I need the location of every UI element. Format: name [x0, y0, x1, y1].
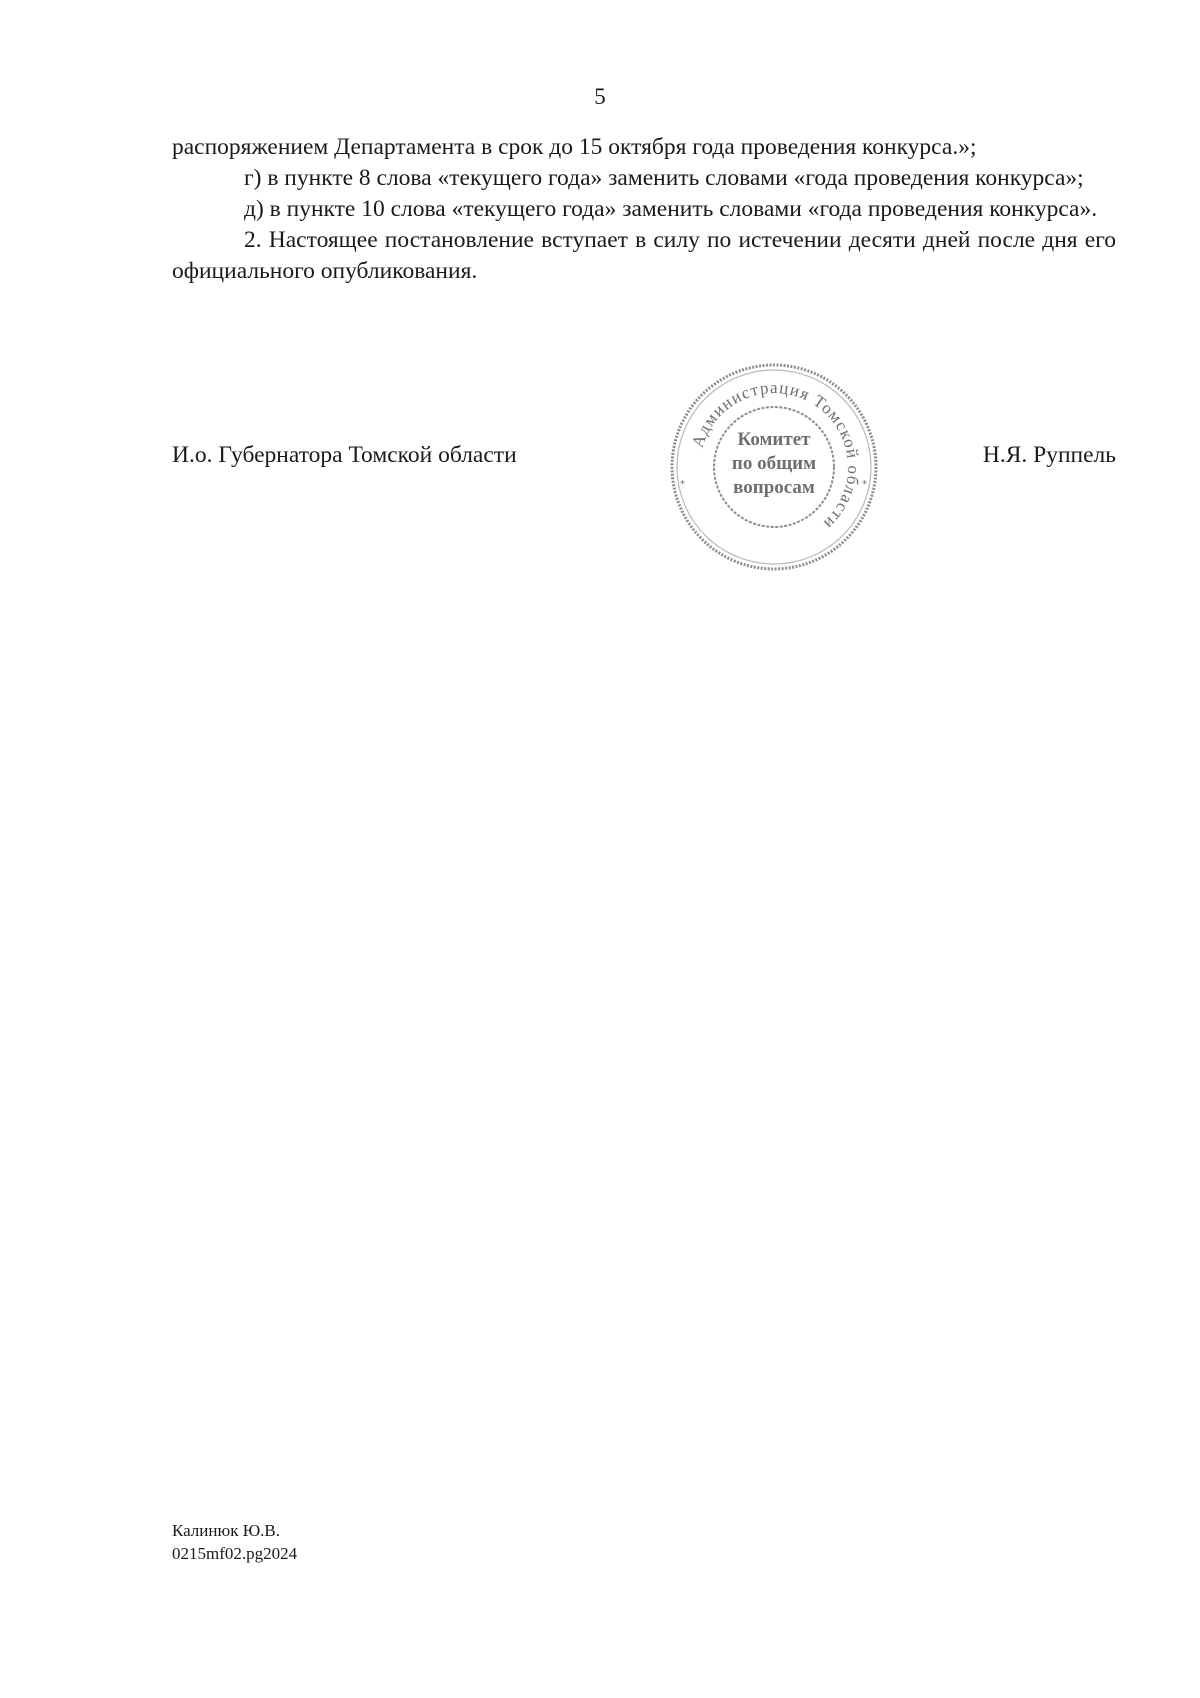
- paragraph-effective-date: 2. Настоящее постановление вступает в силу по истечении десяти дней после дня его официального опубликования.: [172, 227, 1116, 284]
- paragraph-item-g: г) в пункте 8 слова «текущего года» заменить словами «года проведения конкурса»;: [244, 165, 1084, 191]
- seal-star-right: *: [862, 479, 867, 490]
- seal-center-line-1: Комитет: [737, 429, 811, 450]
- document-body: [172, 132, 1116, 287]
- official-seal: [666, 359, 882, 575]
- seal-star-left: *: [680, 479, 685, 490]
- seal-ring-text: Администрация Томской области: [687, 377, 864, 534]
- seal-center-line-3: вопросам: [733, 477, 815, 498]
- footer-info: [172, 1519, 297, 1565]
- signer-title: И.о. Губернатора Томской области: [172, 442, 517, 468]
- paragraph-continuation: распоряжением Департамента в срок до 15 октября года проведения конкурса.»;: [172, 134, 977, 160]
- footer-author: Калинюк Ю.В.: [172, 1521, 281, 1540]
- footer-doc-code: 0215mf02.pg2024: [172, 1544, 298, 1563]
- page-number: 5: [594, 84, 606, 109]
- seal-graphic: [666, 359, 882, 575]
- signature-block: [172, 442, 1116, 482]
- paragraph-item-d: д) в пункте 10 слова «текущего года» заменить словами «года проведения конкурса».: [244, 196, 1098, 222]
- signer-name: Н.Я. Руппель: [982, 442, 1116, 468]
- seal-center-line-2: по общим: [731, 453, 817, 474]
